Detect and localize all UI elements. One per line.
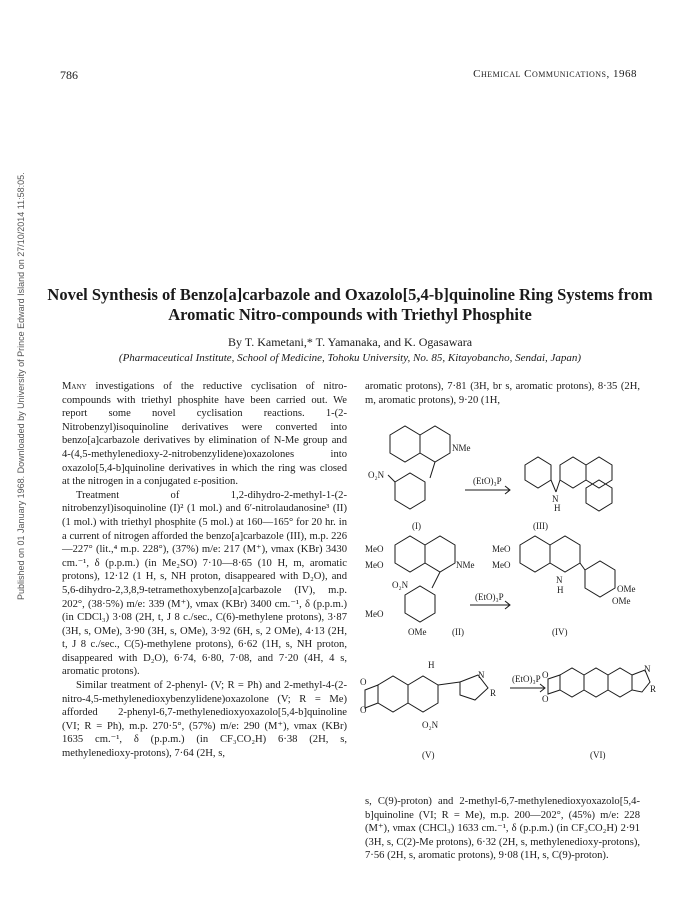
right-top-text: aromatic protons), 7·81 (3H, br s, aromatic protons), 8·35 (2H, m, aromatic protons), 9·20 (1H,	[365, 381, 640, 406]
atom-meo-II-3: MeO	[365, 609, 384, 619]
atom-no2-V: O₂N	[422, 720, 439, 730]
lead-word: Many	[62, 381, 87, 392]
label-V: (V)	[422, 750, 435, 760]
label-IV: (IV)	[552, 627, 568, 637]
atom-o-VI-2: O	[542, 694, 549, 704]
atom-ome-IV-1: OMe	[617, 584, 636, 594]
structure-II	[395, 536, 455, 622]
atom-meo-IV-1: MeO	[492, 544, 511, 554]
reagent-label-3: (EtO)₃P	[512, 674, 541, 684]
atom-h-V: H	[428, 660, 435, 670]
label-III: (III)	[533, 521, 548, 531]
atom-h-IV: H	[557, 585, 564, 595]
reagent-label-1: (EtO)₃P	[473, 476, 502, 486]
atom-no2-I: O₂N	[368, 470, 385, 480]
label-I: (I)	[412, 521, 421, 531]
atom-o-V-2: O	[360, 705, 367, 715]
reagent-label-2: (EtO)₃P	[475, 592, 504, 602]
atom-meo-IV-2: MeO	[492, 560, 511, 570]
left-column	[62, 380, 347, 761]
download-notice-text: Published on 01 January 1968. Downloaded by University of Prince Edward Island on 27/10/2014 11:58:05.	[16, 172, 26, 600]
label-VI: (VI)	[590, 750, 606, 760]
paragraph-intro	[62, 380, 347, 489]
right-column-bottom	[365, 795, 640, 863]
article-title: Novel Synthesis of Benzo[a]carbazole and Oxazolo[5,4-b]quinoline Ring Systems from Aromatic Nitro-compounds with Triethyl Phosphite	[47, 285, 653, 324]
download-notice	[4, 80, 26, 600]
atom-o-VI-1: O	[542, 670, 549, 680]
journal-header: Chemical Communications, 1968	[473, 68, 637, 80]
structure-V	[365, 675, 488, 712]
structure-VI	[548, 668, 650, 697]
article-authors: By T. Kametani,* T. Yamanaka, and K. Ogasawara	[227, 335, 473, 349]
atom-n-IV: N	[556, 575, 563, 585]
paragraph-carbazole: Treatment of 1,2-dihydro-2-methyl-1-(2-nitrobenzyl)isoquinoline (I)² (1 mol.) and 6′-nitrolaudanosine³ (II) (1 mol.) with triethyl phosphite (5 mol.) at 160—165° for 20 hr. in a current of nitrogen afforded the benzo[a]carbazole (III), m.p. 226—227° (lit.,⁴ m.p. 228°), (37%) m/e: 217 (M⁺), νmax (KBr) 3430 cm.⁻¹, δ (p.p.m.) (in Me₂SO) 7·10—8·65 (10 H, m, aromatic protons), 12·12 (1 H, s, NH proton, disappeared with D₂O), and 5,6-dihydro-2,3,8,9-tetramethoxybenzo[a]carbazole (IV), m.p. 202°, (38·5%) m/e: 339 (M⁺), νmax (KBr) 3400 cm.⁻¹, δ (p.p.m.) (in CDCl₃) 3·08 (2H, t, J 8 c./sec., C(6)-methylene protons), 3·87 (3H, s, OMe), 3·90 (3H, s, OMe), 3·92 (6H, s, 2 OMe), 4·13 (2H, t, J 8 c./sec., C(5)-methylene protons), 6·62 (1H, s, NH proton, disappeared with D₂O), 6·74, 6·80, 7·08, and 7·20 (4H, 4 s, aromatic protons).	[62, 489, 347, 678]
atom-r-V: R	[490, 688, 497, 698]
atom-n-VI: N	[644, 664, 651, 674]
paragraph-oxazoloquinoline: Similar treatment of 2-phenyl- (V; R = Ph) and 2-methyl-4-(2-nitro-4,5-methylenedioxybenzylidene)oxazolone (V; R = Me) afforded 2-phenyl-6,7-methylenedioxyoxazolo[5,4-b]quinoline (VI; R = Ph), m.p. 270·5°, (57%) m/e: 290 (M⁺), νmax (KBr) 1635 cm.⁻¹, δ (p.p.m.) (in CF₃CO₂H) 6·38 (2H, s, methylenedioxy-protons), 7·64 (2H, s,	[62, 680, 347, 760]
reaction-scheme	[360, 420, 660, 790]
label-II: (II)	[452, 627, 464, 637]
atom-ome-II: OMe	[408, 627, 427, 637]
atom-o-V-1: O	[360, 677, 367, 687]
atom-n-III: N	[552, 494, 559, 504]
article-affiliation: (Pharmaceutical Institute, School of Medicine, Tohoku University, No. 85, Kitayobancho, Sendai, Japan)	[118, 352, 582, 364]
structure-I	[388, 426, 450, 509]
atom-nme-I: NMe	[452, 443, 471, 453]
atom-no2-II: O₂N	[392, 580, 409, 590]
right-column-top	[365, 380, 640, 407]
atom-h-III: H	[554, 503, 561, 513]
atom-meo-II-1: MeO	[365, 544, 384, 554]
intro-text: investigations of the reductive cyclisation of nitro-compounds with triethyl phosphite have been carried out. We report some novel cyclisation reactions. 1-(2-Nitrobenzyl)isoquinoline derivatives were converted into benzo[a]carbazole derivatives by elimination of N-Me group and 4-(4,5-methylenedioxy-2-nitrobenzylidene)oxazolones into oxazolo[5,4-b]quinoline derivatives in which the ring was closed at the nitrogen in a conjugated ε-position.	[62, 381, 347, 488]
atom-n-V: N	[478, 670, 485, 680]
right-bottom-text: s, C(9)-proton) and 2-methyl-6,7-methylenedioxyoxazolo[5,4-b]quinoline (VI; R = Me), m.p. 200—202°, (45%) m/e: 228 (M⁺), νmax (CHCl₃) 1633 cm.⁻¹, δ (p.p.m.) (in CF₃CO₂H) 2·91 (3H, s, C(2)-Me protons), 6·32 (2H, s, methylenedioxy-protons), 7·56 (2H, s, aromatic protons), 9·08 (1H, s, C(9)-proton).	[365, 796, 640, 862]
atom-nme-II: NMe	[456, 560, 475, 570]
atom-ome-IV-2: OMe	[612, 596, 631, 606]
atom-r-VI: R	[650, 684, 657, 694]
structure-IV	[520, 536, 615, 597]
structure-III	[525, 457, 612, 511]
atom-meo-II-2: MeO	[365, 560, 384, 570]
page-number: 786	[60, 68, 78, 82]
